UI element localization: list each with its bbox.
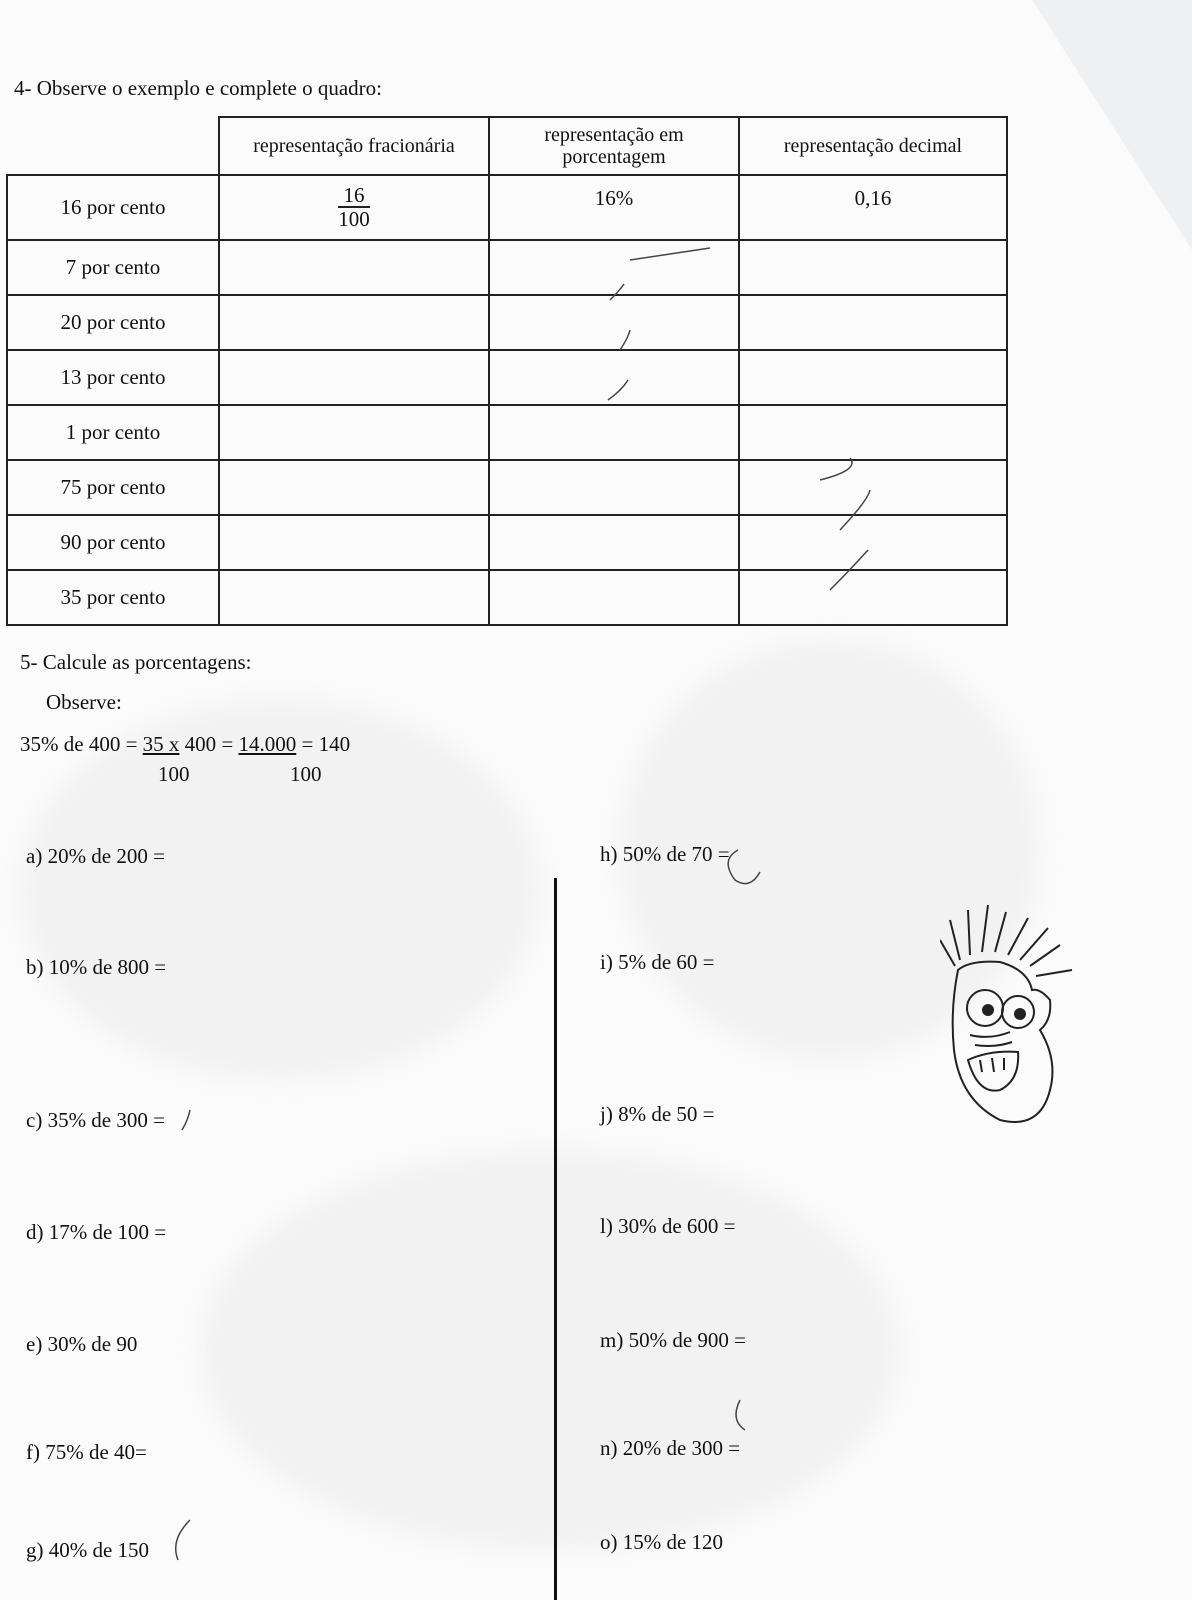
doodle-face-drawing bbox=[940, 900, 1090, 1140]
question-n: n) 20% de 300 = bbox=[600, 1436, 741, 1460]
answer-cell-fraction[interactable] bbox=[219, 405, 489, 460]
example-percent: 16% bbox=[489, 175, 739, 240]
question-o: o) 15% de 120 bbox=[600, 1530, 724, 1554]
example-denominator-2: 100 bbox=[290, 762, 322, 786]
answer-cell-fraction[interactable] bbox=[219, 295, 489, 350]
question-m: m) 50% de 900 = bbox=[600, 1328, 746, 1352]
example-numerator-2: 14.000 bbox=[238, 732, 297, 756]
example-result: = 140 bbox=[296, 732, 351, 756]
question-b: b) 10% de 800 = bbox=[26, 955, 167, 979]
question-j: j) 8% de 50 = bbox=[600, 1102, 715, 1126]
observe-label: Observe: bbox=[46, 690, 122, 714]
answer-cell-fraction[interactable] bbox=[219, 240, 489, 295]
answer-cell-fraction[interactable] bbox=[219, 570, 489, 625]
header-percent: representação em porcentagem bbox=[489, 117, 739, 175]
header-fraction: representação fracionária bbox=[219, 117, 489, 175]
example-fraction bbox=[219, 175, 489, 240]
row-label: 16 por cento bbox=[7, 175, 219, 240]
answer-cell-fraction[interactable] bbox=[219, 350, 489, 405]
question-d: d) 17% de 100 = bbox=[26, 1220, 167, 1244]
fraction bbox=[338, 184, 370, 230]
fraction-denominator: 100 bbox=[338, 206, 370, 231]
question-l: l) 30% de 600 = bbox=[600, 1214, 736, 1238]
example-lhs: 35% de 400 = bbox=[20, 732, 143, 756]
row-label: 7 por cento bbox=[7, 240, 219, 295]
answer-cell-fraction[interactable] bbox=[219, 460, 489, 515]
question-f: f) 75% de 40= bbox=[26, 1440, 147, 1464]
question-c: c) 35% de 300 = bbox=[26, 1108, 165, 1132]
question-h: h) 50% de 70 = bbox=[600, 842, 730, 866]
example-numerator-1: 35 x bbox=[142, 732, 180, 756]
header-blank bbox=[7, 117, 219, 175]
worked-example bbox=[20, 732, 350, 757]
exercise-5-title: 5- Calcule as porcentagens: bbox=[20, 650, 252, 674]
answer-cell-fraction[interactable] bbox=[219, 515, 489, 570]
example-middle: 400 = bbox=[179, 732, 239, 756]
fraction-numerator: 16 bbox=[338, 184, 370, 208]
example-denominator-1: 100 bbox=[158, 762, 190, 786]
row-label: 13 por cento bbox=[7, 350, 219, 405]
row-label: 20 por cento bbox=[7, 295, 219, 350]
row-label: 1 por cento bbox=[7, 405, 219, 460]
row-label: 35 por cento bbox=[7, 570, 219, 625]
question-e: e) 30% de 90 bbox=[26, 1332, 138, 1356]
exercise-4-title: 4- Observe o exemplo e complete o quadro: bbox=[14, 76, 382, 100]
row-label: 90 por cento bbox=[7, 515, 219, 570]
row-label: 75 por cento bbox=[7, 460, 219, 515]
question-i: i) 5% de 60 = bbox=[600, 950, 715, 974]
folded-corner bbox=[1032, 0, 1192, 250]
pencil-scribbles bbox=[160, 820, 800, 1580]
question-g: g) 40% de 150 bbox=[26, 1538, 150, 1562]
header-decimal: representação decimal bbox=[739, 117, 1007, 175]
table-header-row bbox=[7, 117, 1007, 175]
question-a: a) 20% de 200 = bbox=[26, 844, 165, 868]
pencil-check-marks bbox=[600, 230, 880, 630]
example-decimal: 0,16 bbox=[739, 175, 1007, 240]
